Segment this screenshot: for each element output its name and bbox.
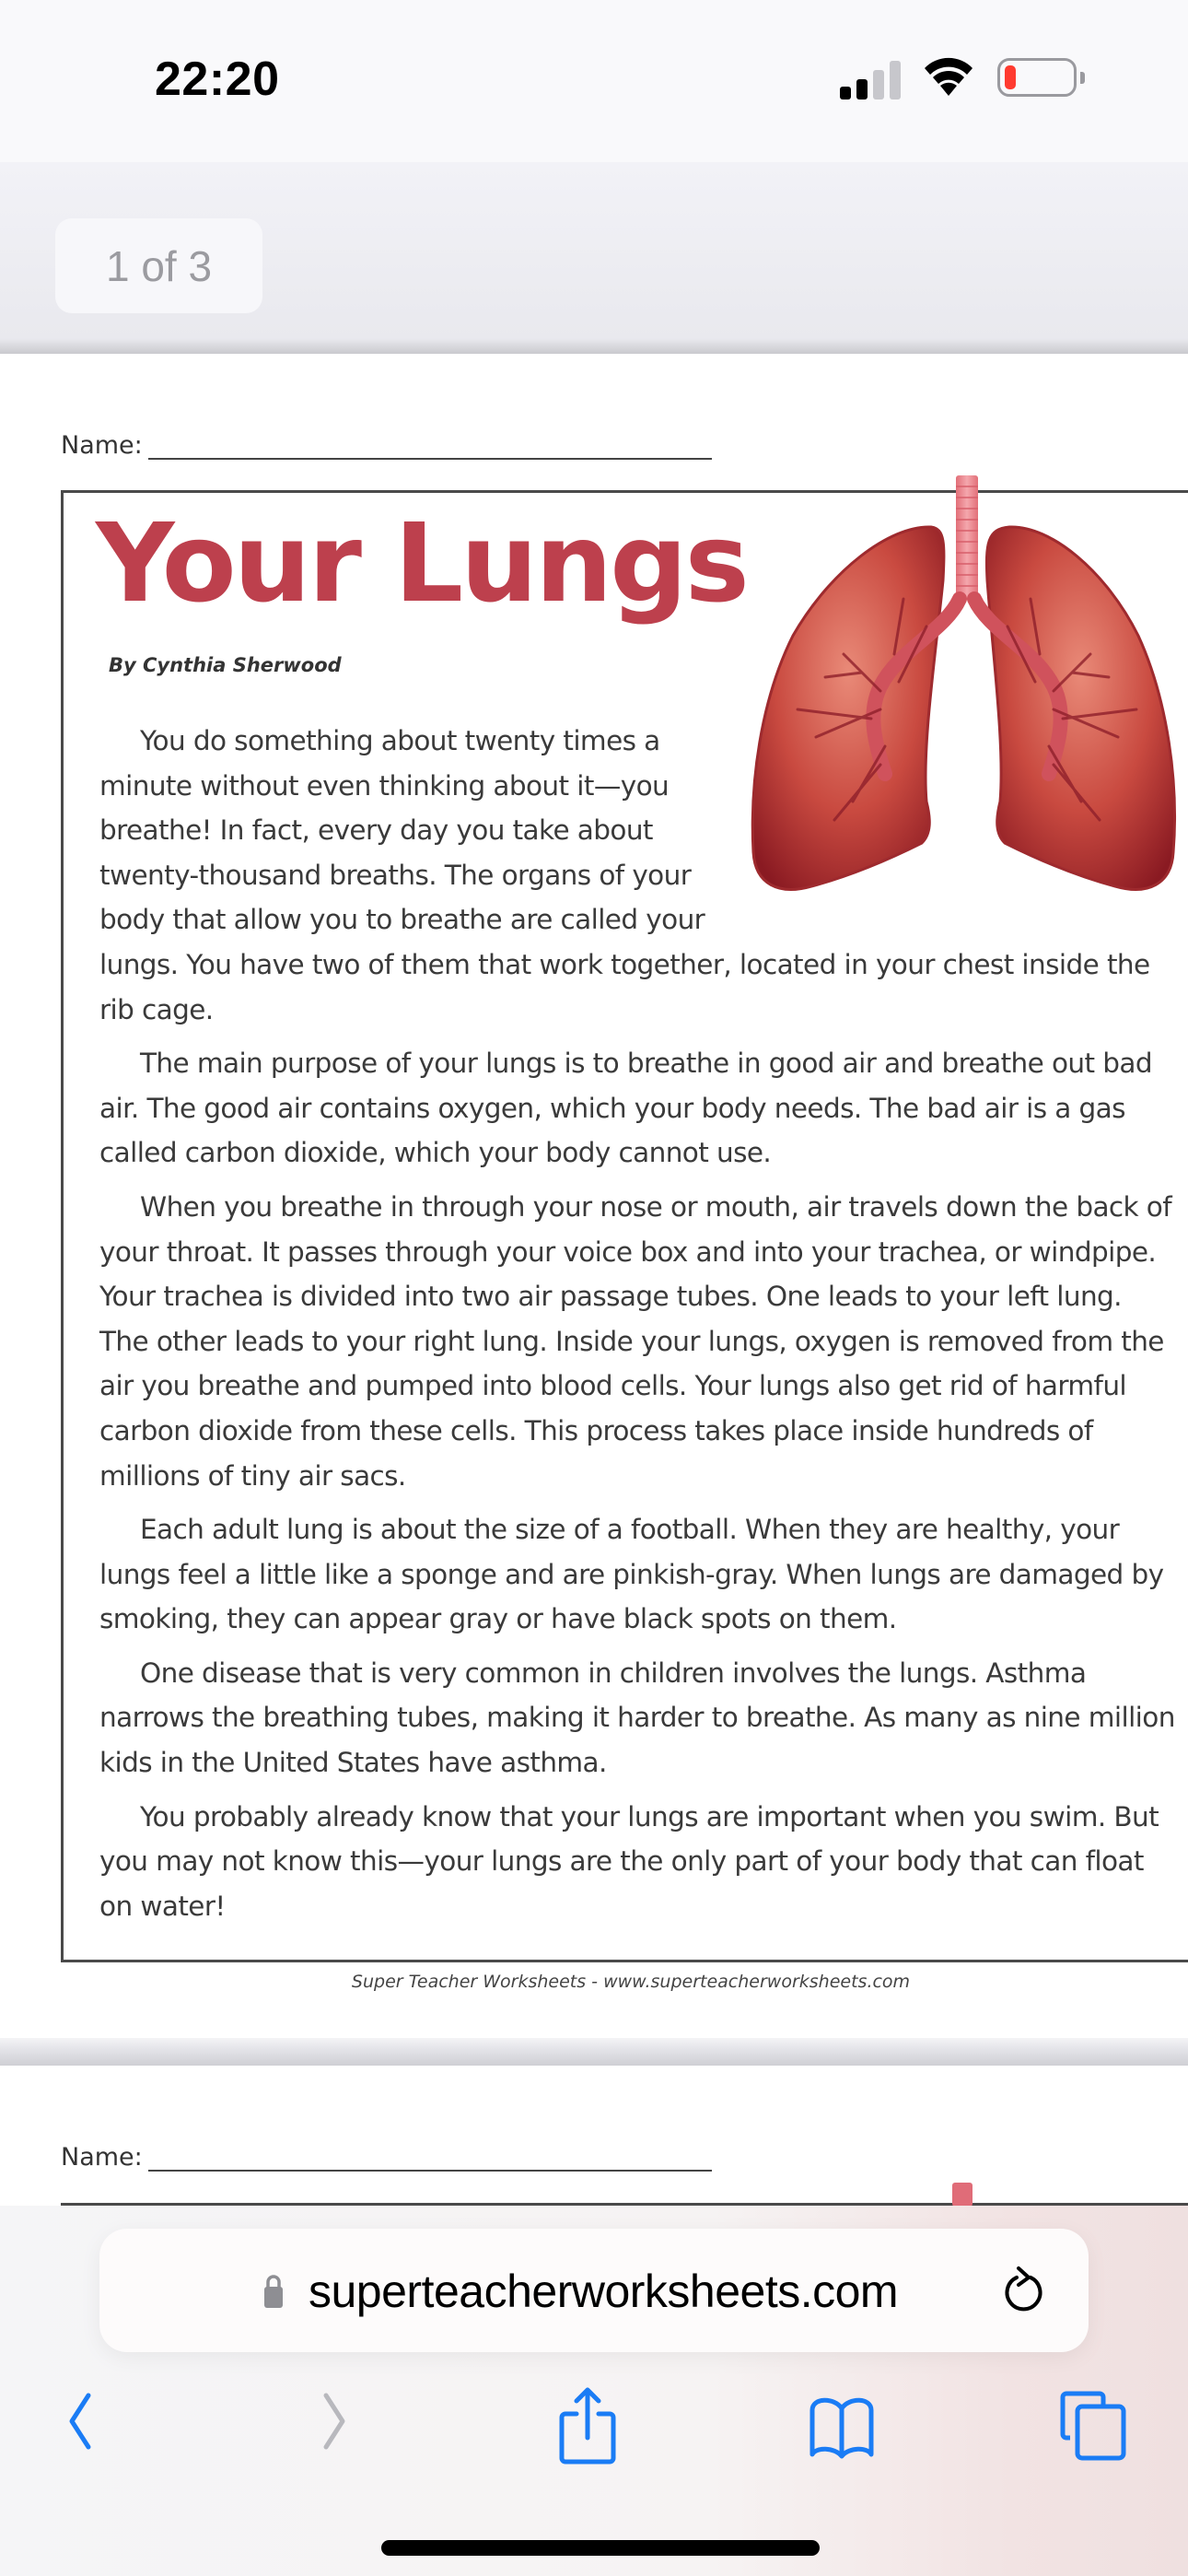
url-text[interactable]: superteacherworksheets.com (309, 2266, 899, 2317)
back-icon[interactable] (61, 2386, 98, 2451)
name-field (61, 431, 712, 460)
paragraph-line: minute without even thinking about it—you (99, 769, 670, 802)
page2-name-label: Name: (61, 2143, 143, 2172)
article-title: Your Lungs (96, 499, 747, 626)
document-page-2 (0, 2066, 1188, 2213)
article-byline: By Cynthia Sherwood (109, 654, 342, 676)
name-label: Name: (61, 431, 143, 460)
bookmarks-icon[interactable] (807, 2394, 877, 2460)
article-paragraph-4: Each adult lung is about the size of a football. When they are healthy, your lungs feel a little like a sponge and are pinkish-gray. When lungs are damaged by smoking, they can appear gray or have black spots on them. (99, 1514, 1164, 1635)
paragraph-line: rib cage. (99, 993, 214, 1025)
page-separator (0, 2038, 1188, 2066)
forward-icon[interactable] (317, 2386, 354, 2451)
worksheet-footer-credit: Super Teacher Worksheets - www.superteacherworksheets.com (351, 1972, 911, 1992)
article-paragraph-1 (99, 719, 1177, 1032)
paragraph-line: You do something about twenty times a (140, 725, 660, 756)
article-body (99, 719, 1177, 1938)
paragraph-line: breathe! In fact, every day you take about (99, 814, 653, 847)
status-bar (0, 0, 1188, 162)
article-paragraph-3: When you breathe in through your nose or mouth, air travels down the back of your throat. It passes through your voice box and into your trachea, or windpipe. Your trachea is divided into two air passage tubes. One leads to your left lung. The other leads to your right lung. Inside your lungs, oxygen is removed from the air you breathe and pumped into blood cells. Your lungs also get rid of harmful carbon dioxide from these cells. This process takes place inside hundreds of millions of tiny air sacs. (99, 1190, 1172, 1492)
paragraph-line: lungs. You have two of them that work together, located in your chest inside the (99, 948, 1150, 980)
battery-low-icon (997, 58, 1077, 97)
lock-icon (263, 2272, 284, 2309)
status-time: 22:20 (155, 53, 280, 106)
page-indicator: 1 of 3 (55, 218, 262, 313)
article-paragraph-6: You probably already know that your lungs are important when you swim. But you may not know this—your lungs are the only part of your body that can float on water! (99, 1800, 1159, 1922)
trachea (956, 475, 978, 600)
page2-lungs-illustration (952, 2183, 973, 2207)
paragraph-line: twenty-thousand breaths. The organs of your (99, 859, 692, 891)
battery-fill (1005, 65, 1016, 89)
tabs-icon[interactable] (1059, 2390, 1129, 2462)
page2-name-blank-line (148, 2148, 712, 2172)
article-paragraph-2: The main purpose of your lungs is to breathe in good air and breathe out bad air. The good air contains oxygen, which your body needs. The bad air is a gas called carbon dioxide, which your body cannot use. (99, 1048, 1152, 1169)
home-indicator (381, 2540, 820, 2556)
article-paragraph-5: One disease that is very common in children involves the lungs. Asthma narrows the breathing tubes, making it harder to breathe. As many as nine million kids in the United States have asthma. (99, 1657, 1175, 1779)
wifi-icon (921, 55, 976, 98)
paragraph-line: body that allow you to breathe are called your (99, 904, 705, 936)
name-blank-line (148, 436, 712, 460)
cellular-signal-icon (840, 61, 904, 100)
reload-icon[interactable] (1000, 2265, 1048, 2316)
share-icon[interactable] (556, 2386, 619, 2465)
page2-name-field (61, 2143, 712, 2172)
